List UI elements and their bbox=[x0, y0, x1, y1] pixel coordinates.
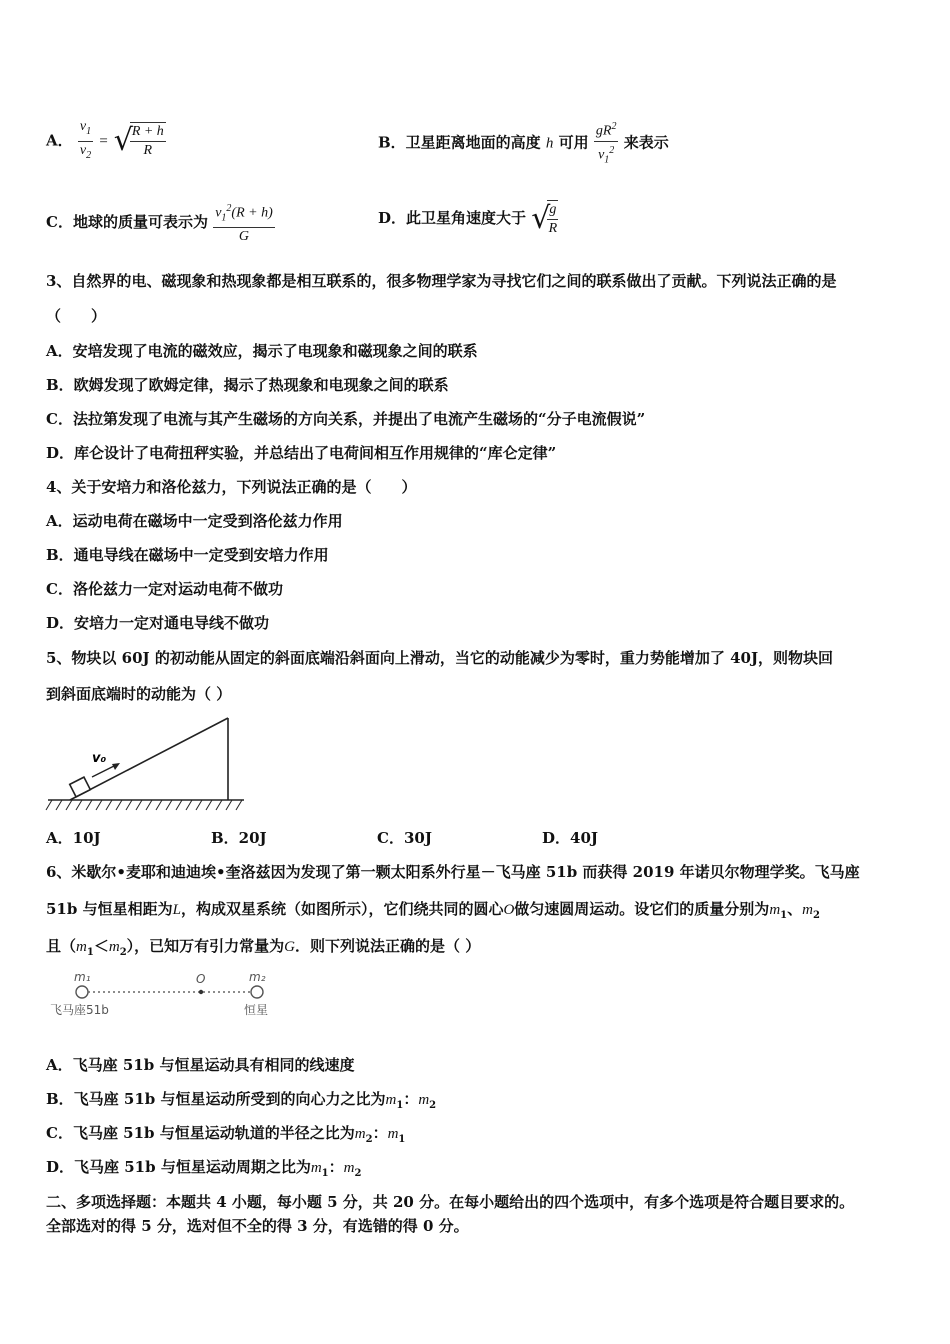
q5-option-b: B．20J bbox=[211, 829, 267, 847]
q5-stem-line1: 5、物块以 60J 的初动能从固定的斜面底端沿斜面向上滑动，当它的动能减少为零时，重力势能增加了 40J，则物块回 bbox=[46, 649, 834, 667]
q2-option-a bbox=[46, 118, 166, 165]
q2-option-c-text: C．地球的质量可表示为 bbox=[46, 213, 208, 232]
q2-option-b bbox=[378, 118, 669, 169]
fig-star-name: 恒星 bbox=[244, 1003, 269, 1017]
section2-header-line2: 全部选对的得 5 分，选对但不全的得 3 分，有选错的得 0 分。 bbox=[46, 1217, 469, 1235]
star-circle bbox=[251, 986, 263, 998]
q2-d-sqrt: √ $\frac{g}{R}$ bbox=[531, 201, 558, 236]
q3-stem: 3、自然界的电、磁现象和热现象都是相互联系的，很多物理学家为寻找它们之间的联系做出了贡献。下列说法正确的是 bbox=[46, 272, 837, 290]
q6-line2-part-b: ，构成双星系统（如图所示），它们绕共同的圆心 bbox=[180, 900, 504, 918]
fig-m1-label: m₁ bbox=[74, 970, 91, 984]
fig-o-label: O bbox=[196, 972, 206, 986]
q3-option-b: B．欧姆发现了欧姆定律，揭示了热现象和电现象之间的联系 bbox=[46, 376, 449, 394]
block bbox=[70, 777, 91, 797]
q5-stem-line2: 到斜面底端时的动能为（ ） bbox=[46, 685, 232, 703]
q2-option-c bbox=[46, 200, 275, 246]
center-o-point bbox=[199, 990, 203, 994]
q5-option-d: D．40J bbox=[542, 829, 598, 847]
q4-option-a: A．运动电荷在磁场中一定受到洛伦兹力作用 bbox=[46, 512, 343, 530]
q6-option-c-text: C．飞马座 51b 与恒星运动轨道的半径之比为 bbox=[46, 1124, 355, 1142]
fig-m2-label: m₂ bbox=[249, 970, 266, 984]
q2-b-formula: $\frac{gR^2}{v_1^2}$ bbox=[594, 118, 619, 169]
q2-option-b-text: B．卫星距离地面的高度 bbox=[378, 133, 541, 152]
ground-hatching bbox=[46, 800, 242, 810]
binary-star-figure bbox=[46, 966, 286, 1022]
incline-figure bbox=[44, 714, 254, 814]
q2-a-v-ratio: $\frac{v_1}{v_2}$ bbox=[79, 119, 92, 161]
q6-option-c: C．飞马座 51b 与恒星运动轨道的半径之比为$m_2$：$m_1$ bbox=[46, 1124, 406, 1145]
q3-blank: （ ） bbox=[46, 307, 107, 325]
q6-line1: 6、米歇尔•麦耶和迪迪埃•奎洛兹因为发现了第一颗太阳系外行星－飞马座 51b 而获得 2019 年诺贝尔物理学奖。飞马座 bbox=[46, 863, 860, 881]
q2-a-equals: = bbox=[98, 133, 109, 150]
planet-circle bbox=[76, 986, 88, 998]
q5-option-a: A．10J bbox=[46, 829, 101, 847]
q2-option-b-var: h bbox=[545, 135, 554, 152]
q2-a-sqrt: √ $\frac{R + h}{R}$ bbox=[113, 123, 164, 159]
q6-option-d-text: D．飞马座 51b 与恒星运动周期之比为 bbox=[46, 1158, 311, 1176]
q6-line3: 且$(m_1<m_2)$，已知万有引力常量为G．则下列说法正确的是（ ） bbox=[46, 937, 481, 958]
q6-option-d: D．飞马座 51b 与恒星运动周期之比为$m_1$：$m_2$ bbox=[46, 1158, 362, 1179]
q4-option-c: C．洛伦兹力一定对运动电荷不做功 bbox=[46, 580, 283, 598]
q3-option-d: D．库仑设计了电荷扭秤实验，并总结出了电荷间相互作用规律的“库仑定律” bbox=[46, 444, 557, 462]
q4-stem: 4、关于安培力和洛伦兹力，下列说法正确的是（ ） bbox=[46, 478, 417, 496]
q2-option-d-text: D．此卫星角速度大于 bbox=[378, 209, 527, 227]
q6-line2-part-c: 做匀速圆周运动。设它们的质量分别为 bbox=[514, 900, 770, 918]
q6-line3-part-a: 且（ bbox=[46, 937, 77, 955]
q2-option-b-end: 来表示 bbox=[623, 133, 669, 152]
q2-option-a-label: A． bbox=[46, 131, 73, 150]
q2-option-d bbox=[378, 200, 558, 238]
q6-option-a: A．飞马座 51b 与恒星运动具有相同的线速度 bbox=[46, 1056, 355, 1074]
q6-line2-part-a: 51b 与恒星相距为 bbox=[46, 900, 173, 918]
q3-option-c: C．法拉第发现了电流与其产生磁场的方向关系，并提出了电流产生磁场的“分子电流假说” bbox=[46, 410, 646, 428]
q6-line2: 51b 与恒星相距为L，构成双星系统（如图所示），它们绕共同的圆心O做匀速圆周运动。设它们的质量分别为$m_1$、$m_2$ bbox=[46, 900, 820, 921]
v0-label: v₀ bbox=[92, 751, 107, 766]
fig-planet-name: 飞马座51b bbox=[50, 1003, 109, 1017]
q5-option-c: C．30J bbox=[377, 829, 432, 847]
q4-option-b: B．通电导线在磁场中一定受到安培力作用 bbox=[46, 546, 329, 564]
velocity-arrow bbox=[92, 765, 116, 777]
q4-option-d: D．安培力一定对通电导线不做功 bbox=[46, 614, 270, 632]
q2-c-formula: $\frac{v_1^2(R + h)}{G}$ bbox=[213, 200, 275, 246]
q3-option-a: A．安培发现了电流的磁效应，揭示了电现象和磁现象之间的联系 bbox=[46, 342, 478, 360]
q2-option-b-mid: 可用 bbox=[558, 133, 589, 152]
q6-option-b-text: B．飞马座 51b 与恒星运动所受到的向心力之比为 bbox=[46, 1090, 386, 1108]
q6-option-b: B．飞马座 51b 与恒星运动所受到的向心力之比为$m_1$：$m_2$ bbox=[46, 1090, 437, 1111]
q6-line3-part-b: ），已知万有引力常量为 bbox=[126, 937, 285, 955]
q6-line3-part-c: ．则下列说法正确的是（ ） bbox=[295, 937, 481, 955]
section2-header-line1: 二、多项选择题：本题共 4 小题，每小题 5 分，共 20 分。在每小题给出的四个选项中，有多个选项是符合题目要求的。 bbox=[46, 1193, 855, 1211]
